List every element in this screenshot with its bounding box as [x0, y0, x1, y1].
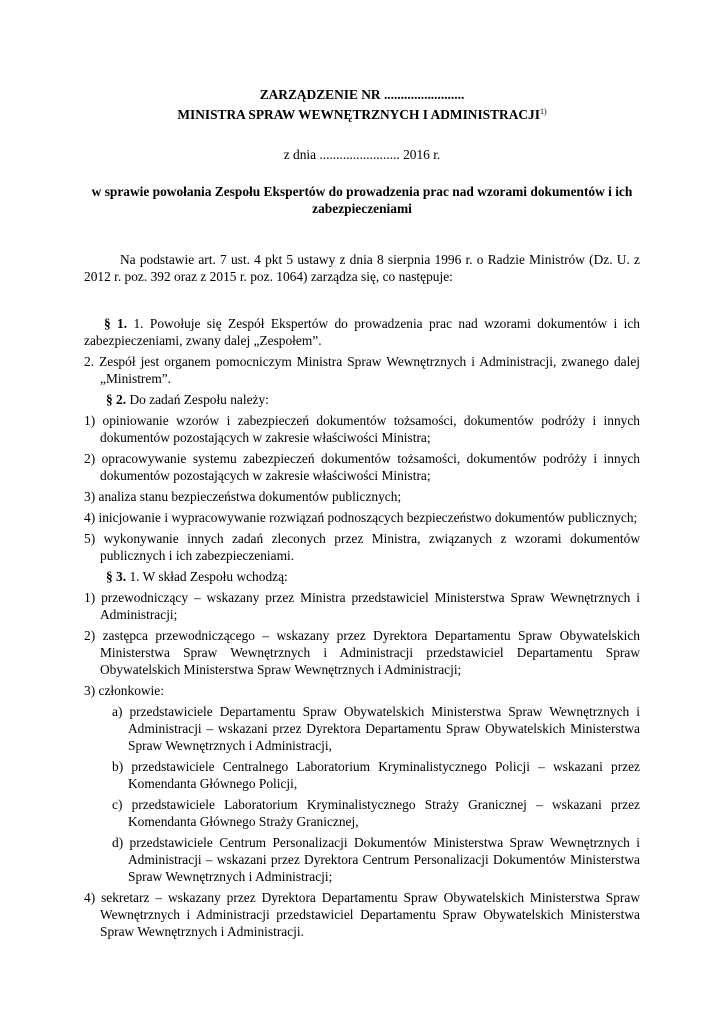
section-1	[84, 315, 640, 387]
document-page	[84, 86, 640, 940]
section-1-paragraph-1	[84, 315, 640, 349]
section-3-item-3: 3) członkowie:	[84, 683, 164, 698]
section-3	[84, 568, 640, 940]
section-3-intro-text: 1. W skład Zespołu wchodzą:	[129, 569, 288, 584]
date-line: z dnia ........................ 2016 r.	[283, 147, 441, 162]
section-3-intro	[84, 568, 640, 585]
section-3-item-2: 2) zastępca przewodniczącego – wskazany przez Dyrektora Departamentu Spraw Obywatelskich Ministerstwa Spraw Wewnętrznych i Administracji przedstawiciel Departamentu Spraw Obywatelskich Ministerstwa Spraw Wewnętrznych i Administracji;	[84, 628, 640, 677]
section-2-intro-text: Do zadań Zespołu należy:	[129, 392, 269, 407]
section-1-mark: § 1.	[104, 316, 128, 331]
section-3-item-4: 4) sekretarz – wskazany przez Dyrektora Departamentu Spraw Obywatelskich Ministerstwa Spraw Wewnętrznych i Administracji przedstawiciel Departamentu Spraw Obywatelskich Ministerstwa Spraw Wewnętrznych i Administracji.	[84, 890, 640, 939]
document-subject: w sprawie powołania Zespołu Ekspertów do prowadzenia prac nad wzorami dokumentów i ich zabezpieczeniami	[91, 184, 633, 216]
section-2-mark: § 2.	[106, 392, 127, 407]
section-2-item-2: 2) opracowywanie systemu zabezpieczeń dokumentów tożsamości, dokumentów podróży i innych dokumentów pozostających w zakresie właściwości Ministra;	[84, 451, 640, 483]
title-number: ZARZĄDZENIE NR ........................	[259, 87, 465, 102]
document-header	[84, 86, 640, 123]
section-2-item-4: 4) inicjowanie i wypracowywanie rozwiązań podnoszących bezpieczeństwo dokumentów publicznych;	[84, 510, 638, 525]
section-2-item-3: 3) analiza stanu bezpieczeństwa dokumentów publicznych;	[84, 489, 402, 504]
footnote-reference: 1)	[539, 107, 547, 116]
section-3-subitem-d: d) przedstawiciele Centrum Personalizacji Dokumentów Ministerstwa Spraw Wewnętrznych i Administracji – wskazani przez Dyrektora Centrum Personalizacji Dokumentów Ministerstwa Spraw Wewnętrznych i Administracji;	[112, 835, 640, 884]
section-3-mark: § 3.	[106, 569, 127, 584]
section-2-item-5: 5) wykonywanie innych zadań zleconych przez Ministra, związanych z wzorami dokumentów publicznych i ich zabezpieczeniami.	[84, 531, 640, 563]
section-2	[84, 391, 640, 564]
section-3-item-1: 1) przewodniczący – wskazany przez Ministra przedstawiciel Ministerstwa Spraw Wewnętrznych i Administracji;	[84, 590, 640, 622]
title-issuer	[84, 103, 640, 123]
section-1-paragraph-2: 2. Zespół jest organem pomocniczym Ministra Spraw Wewnętrznych i Administracji, zwanego dalej „Ministrem”.	[84, 354, 640, 386]
section-2-intro	[84, 391, 640, 408]
section-1-p1-text: 1. Powołuje się Zespół Ekspertów do prowadzenia prac nad wzorami dokumentów i ich zabezpieczeniami, zwany dalej „Zespołem”.	[84, 316, 640, 348]
section-3-subitem-a: a) przedstawiciele Departamentu Spraw Obywatelskich Ministerstwa Spraw Wewnętrznych i Administracji – wskazani przez Dyrektora Departamentu Spraw Obywatelskich Ministerstwa Spraw Wewnętrznych i Administracji,	[112, 704, 640, 753]
section-3-subitem-b: b) przedstawiciele Centralnego Laboratorium Kryminalistycznego Policji – wskazani przez Komendanta Głównego Policji,	[112, 759, 640, 791]
section-3-subitem-c: c) przedstawiciele Laboratorium Kryminalistycznego Straży Granicznej – wskazani przez Komendanta Głównego Straży Granicznej,	[112, 797, 640, 829]
legal-basis: Na podstawie art. 7 ust. 4 pkt 5 ustawy z dnia 8 sierpnia 1996 r. o Radzie Ministrów (Dz. U. z 2012 r. poz. 392 oraz z 2015 r. poz. 1064) zarządza się, co następuje:	[84, 252, 640, 284]
title-issuer-text: MINISTRA SPRAW WEWNĘTRZNYCH I ADMINISTRACJI	[177, 107, 540, 122]
section-2-item-1: 1) opiniowanie wzorów i zabezpieczeń dokumentów tożsamości, dokumentów podróży i innych dokumentów pozostających w zakresie właściwości Ministra;	[84, 413, 640, 445]
